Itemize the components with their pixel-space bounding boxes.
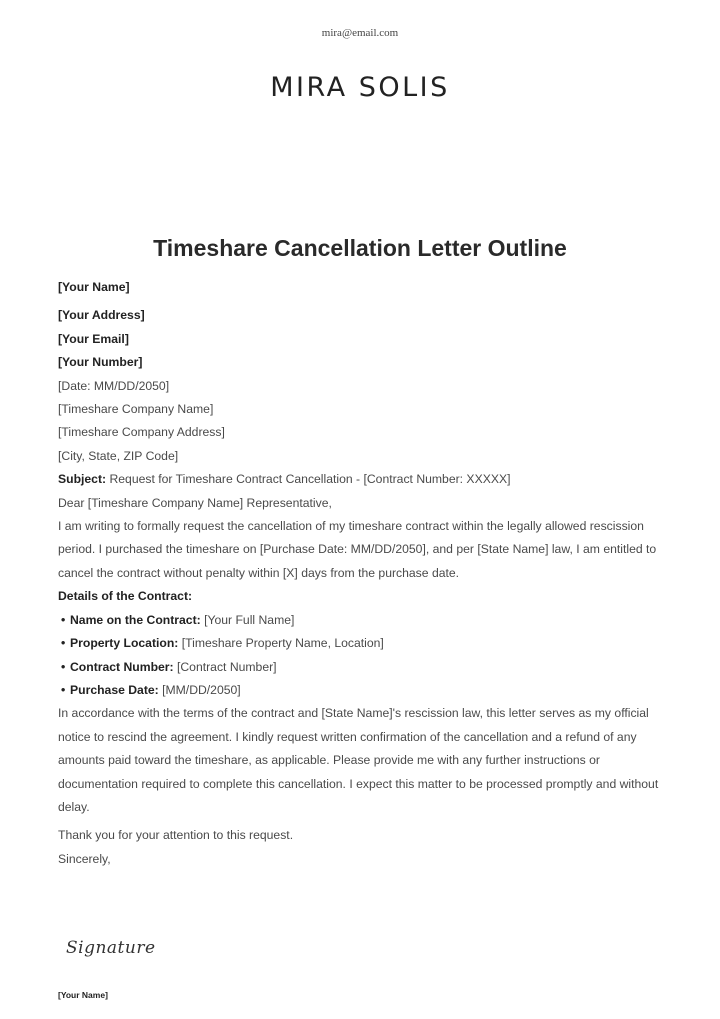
sender-address: [Your Address] xyxy=(58,308,145,323)
signature-name: [Your Name] xyxy=(58,990,108,1000)
header-name: MIRA SOLIS xyxy=(270,72,450,103)
detail-value: [Contract Number] xyxy=(173,659,277,674)
subject-line xyxy=(58,468,668,491)
salutation: Dear [Timeshare Company Name] Representative, xyxy=(58,495,332,510)
body-paragraph: In accordance with the terms of the contract and [State Name]'s rescission law, this letter serves as my official notice to rescind the agreement. I kindly request written confirmation of the cancellation and a refund of any amounts paid toward the timeshare, as applicable. Please provide me with any further instructions or documentation required to complete this cancellation. I expect this matter to be processed promptly and without delay. xyxy=(58,706,659,814)
detail-item: • Property Location: [Timeshare Property Name, Location] xyxy=(61,636,384,651)
sender-email: [Your Email] xyxy=(58,331,129,346)
detail-item: • Purchase Date: [MM/DD/2050] xyxy=(61,682,241,697)
detail-label: Contract Number: xyxy=(70,659,174,674)
recipient-city: [City, State, ZIP Code] xyxy=(58,448,179,463)
subject-text: Request for Timeshare Contract Cancellation - [Contract Number: XXXXX] xyxy=(106,472,511,487)
details-heading: Details of the Contract: xyxy=(58,589,193,604)
detail-label: Property Location: xyxy=(70,636,179,651)
recipient-address: [Timeshare Company Address] xyxy=(58,425,225,440)
detail-value: [Your Full Name] xyxy=(200,612,295,627)
signature-image: Signature xyxy=(66,938,156,958)
detail-item: • Name on the Contract: [Your Full Name] xyxy=(61,612,295,627)
detail-label: Purchase Date: xyxy=(70,682,159,697)
header-email: mira@email.com xyxy=(321,27,399,39)
closing-thanks: Thank you for your attention to this request. xyxy=(58,828,294,843)
closing-signoff: Sincerely, xyxy=(58,851,111,866)
detail-value: [MM/DD/2050] xyxy=(158,682,241,697)
detail-value: [Timeshare Property Name, Location] xyxy=(178,636,384,651)
letter-date: [Date: MM/DD/2050] xyxy=(58,378,170,393)
sender-name: [Your Name] xyxy=(58,280,130,294)
detail-item: • Contract Number: [Contract Number] xyxy=(61,659,277,674)
recipient-company: [Timeshare Company Name] xyxy=(58,402,214,417)
subject-label: Subject: xyxy=(58,472,107,487)
intro-paragraph: I am writing to formally request the cancellation of my timeshare contract within the legally allowed rescission period. I purchased the timeshare on [Purchase Date: MM/DD/2050], and per [State Name] law, I am entitled to cancel the contract without penalty within [X] days from the purchase date. xyxy=(58,519,657,580)
sender-number: [Your Number] xyxy=(58,355,143,370)
document-title: Timeshare Cancellation Letter Outline xyxy=(153,235,567,261)
detail-label: Name on the Contract: xyxy=(70,612,201,627)
letter-body xyxy=(58,276,668,871)
